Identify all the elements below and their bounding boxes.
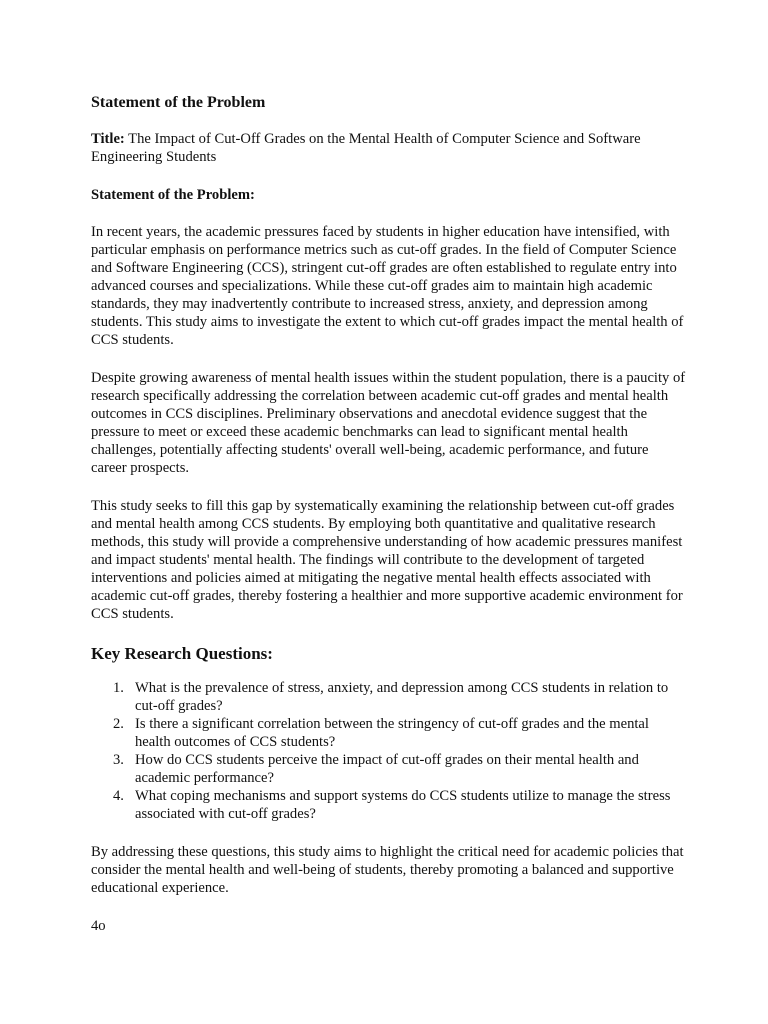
title-text: The Impact of Cut-Off Grades on the Mental Health of Computer Science and Software Engineering Students	[91, 131, 641, 165]
list-item	[91, 715, 686, 751]
list-item-number: 1.	[113, 680, 124, 696]
list-item-number: 4.	[113, 788, 124, 804]
list-item	[91, 679, 686, 715]
list-item-text: What is the prevalence of stress, anxiety, and depression among CCS students in relation to cut-off grades?	[135, 680, 669, 714]
questions-heading: Key Research Questions:	[91, 644, 273, 663]
closing-paragraph: By addressing these questions, this study aims to highlight the critical need for academic policies that consider the mental health and well-being of students, thereby promoting a balanced and supportive educational experience.	[91, 844, 684, 896]
list-item	[91, 751, 686, 787]
list-item-text: What coping mechanisms and support systems do CCS students utilize to manage the stress associated with cut-off grades?	[135, 788, 671, 822]
title-line	[91, 130, 686, 166]
list-item-text: How do CCS students perceive the impact of cut-off grades on their mental health and academic performance?	[135, 752, 639, 786]
section-subheading: Statement of the Problem:	[91, 187, 255, 203]
footer-mark: 4o	[91, 918, 106, 934]
page-title: Statement of the Problem	[91, 94, 266, 111]
list-item-number: 2.	[113, 716, 124, 732]
title-label: Title:	[91, 131, 125, 147]
document-page	[91, 92, 686, 935]
list-item-text: Is there a significant correlation between the stringency of cut-off grades and the mental health outcomes of CCS students?	[135, 716, 649, 750]
body-paragraph: Despite growing awareness of mental health issues within the student population, there is a paucity of research specifically addressing the correlation between academic cut-off grades and mental health outcomes in CCS disciplines. Preliminary observations and anecdotal evidence suggest that the pressure to meet or exceed these academic benchmarks can lead to significant mental health challenges, potentially affecting students' overall well-being, academic performance, and future career prospects.	[91, 370, 686, 476]
list-item	[91, 787, 686, 823]
body-paragraph: In recent years, the academic pressures faced by students in higher education have intensified, with particular emphasis on performance metrics such as cut-off grades. In the field of Computer Science and Software Engineering (CCS), stringent cut-off grades are often established to regulate entry into advanced courses and specializations. While these cut-off grades aim to maintain high academic standards, they may inadvertently contribute to increased stress, anxiety, and depression among students. This study aims to investigate the extent to which cut-off grades impact the mental health of CCS students.	[91, 224, 684, 348]
body-paragraph: This study seeks to fill this gap by systematically examining the relationship between cut-off grades and mental health among CCS students. By employing both quantitative and qualitative research methods, this study will provide a comprehensive understanding of how academic pressures manifest and impact students' mental health. The findings will contribute to the development of targeted interventions and policies aimed at mitigating the negative mental health effects associated with academic cut-off grades, thereby fostering a healthier and more supportive academic environment for CCS students.	[91, 498, 683, 622]
list-item-number: 3.	[113, 752, 124, 768]
research-questions-list	[91, 679, 686, 823]
